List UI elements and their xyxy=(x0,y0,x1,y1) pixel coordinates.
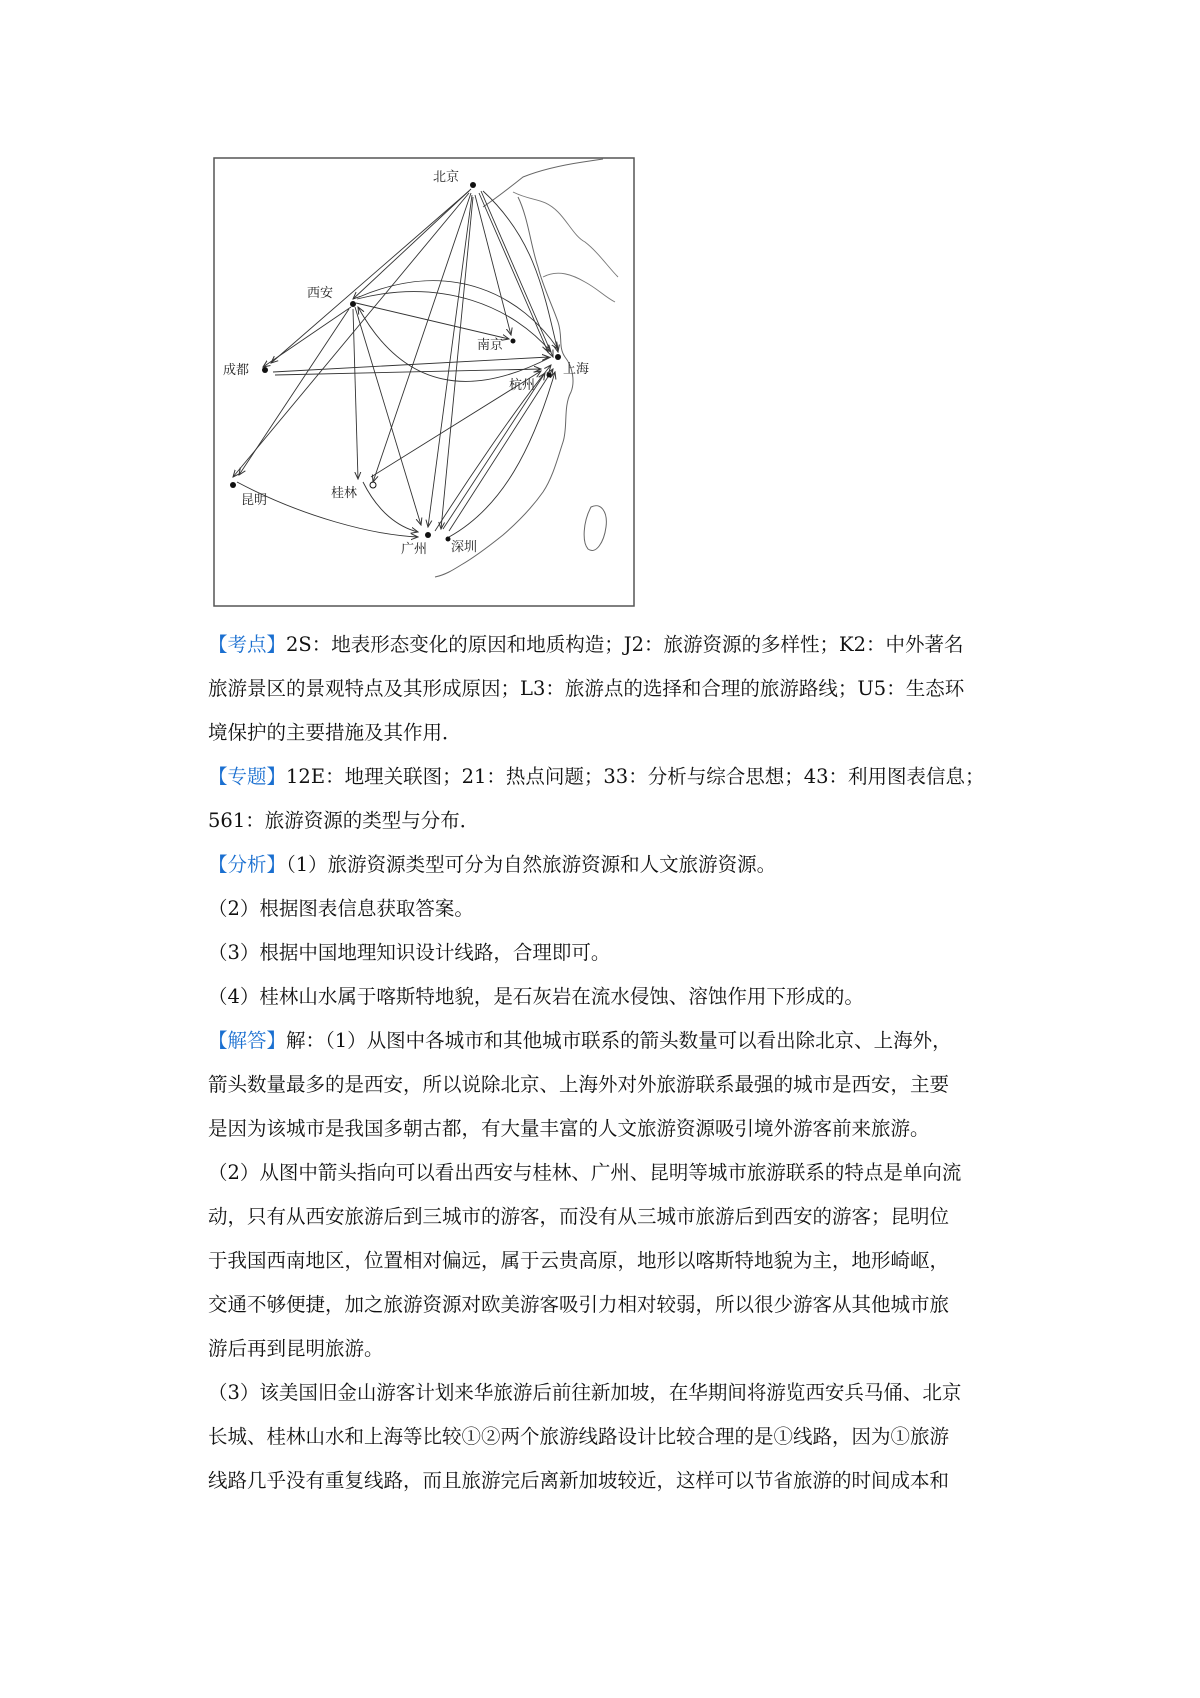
jieda-line-1: 【解答】解：（1）从图中各城市和其他城市联系的箭头数量可以看出除北京、上海外， xyxy=(208,1029,952,1052)
city-marker-nanjing xyxy=(511,339,516,344)
city-marker-guilin xyxy=(370,482,376,488)
fenxi-line-3: （3）根据中国地理知识设计线路，合理即可。 xyxy=(208,941,611,964)
fenxi-line-2: （2）根据图表信息获取答案。 xyxy=(208,897,474,920)
zhuanti-line-1: 【专题】12E：地理关联图；21：热点问题；33：分析与综合思想；43：利用图表信息； xyxy=(208,765,985,788)
city-marker-beijing xyxy=(470,182,476,188)
coastline-north xyxy=(513,192,618,277)
label-nanjing: 南京 xyxy=(477,338,504,353)
kaodian-line-1: 【考点】2S：地表形态变化的原因和地质构造；J2：旅游资源的多样性；K2：中外著名 xyxy=(208,633,964,656)
label-beijing: 北京 xyxy=(433,170,460,185)
taiwan-island xyxy=(584,506,606,551)
label-guilin: 桂林 xyxy=(331,486,358,501)
jieda-line-2: 箭头数量最多的是西安，所以说除北京、上海外对外旅游联系最强的城市是西安，主要 xyxy=(208,1073,950,1096)
label-xian: 西安 xyxy=(307,286,334,301)
label-hangzhou: 杭州 xyxy=(509,378,536,393)
label-shenzhen: 深圳 xyxy=(451,540,478,555)
city-marker-shenzhen xyxy=(446,537,451,542)
jieda-line-9: （3）该美国旧金山游客计划来华旅游后前往新加坡，在华期间将游览西安兵马俑、北京 xyxy=(208,1381,962,1404)
coastline-peninsula xyxy=(543,273,615,302)
jieda-line-11: 线路几乎没有重复线路，而且旅游完后离新加坡较近，这样可以节省旅游的时间成本和 xyxy=(208,1469,950,1492)
zhuanti-line-2: 561：旅游资源的类型与分布． xyxy=(208,809,480,832)
zhuanti-tag: 【专题】 xyxy=(208,765,287,788)
analysis-text xyxy=(208,623,1014,1503)
label-shanghai: 上海 xyxy=(563,362,590,377)
jieda-line-7: 交通不够便捷，加之旅游资源对欧美游客吸引力相对较弱，所以很少游客从其他城市旅 xyxy=(208,1293,950,1316)
kaodian-line-2: 旅游景区的景观特点及其形成原因；L3：旅游点的选择和合理的旅游路线；U5：生态环 xyxy=(208,677,965,700)
label-guangzhou: 广州 xyxy=(401,542,428,557)
city-marker-xian xyxy=(350,301,356,307)
city-marker-shanghai xyxy=(555,354,561,360)
fenxi-line-4: （4）桂林山水属于喀斯特地貌，是石灰岩在流水侵蚀、溶蚀作用下形成的。 xyxy=(208,985,864,1008)
city-marker-kunming xyxy=(230,482,236,488)
jieda-line-8: 游后再到昆明旅游。 xyxy=(208,1337,384,1360)
jieda-line-10: 长城、桂林山水和上海等比较①②两个旅游线路设计比较合理的是①线路，因为①旅游 xyxy=(208,1425,950,1448)
city-marker-guangzhou xyxy=(425,532,431,538)
route-lines xyxy=(233,189,558,537)
kaodian-tag: 【考点】 xyxy=(208,633,287,656)
jieda-tag: 【解答】 xyxy=(208,1029,287,1052)
city-marker-chengdu xyxy=(262,367,268,373)
tourist-route-map xyxy=(213,157,635,607)
jieda-line-6: 于我国西南地区，位置相对偏远，属于云贵高原，地形以喀斯特地貌为主，地形崎岖， xyxy=(208,1249,950,1272)
map-frame xyxy=(214,158,634,606)
fenxi-line-1: 【分析】（1）旅游资源类型可分为自然旅游资源和人文旅游资源。 xyxy=(208,853,777,876)
fenxi-tag: 【分析】 xyxy=(208,853,287,876)
kaodian-line-3: 境保护的主要措施及其作用． xyxy=(208,721,462,744)
jieda-line-3: 是因为该城市是我国多朝古都，有大量丰富的人文旅游资源吸引境外游客前来旅游。 xyxy=(208,1117,930,1140)
jieda-line-4: （2）从图中箭头指向可以看出西安与桂林、广州、昆明等城市旅游联系的特点是单向流 xyxy=(208,1161,962,1184)
label-kunming: 昆明 xyxy=(241,493,268,508)
city-markers xyxy=(230,182,561,542)
city-marker-hangzhou xyxy=(547,373,552,378)
jieda-line-5: 动，只有从西安旅游后到三城市的游客，而没有从三城市旅游后到西安的游客；昆明位 xyxy=(208,1205,950,1228)
label-chengdu: 成都 xyxy=(223,363,250,378)
